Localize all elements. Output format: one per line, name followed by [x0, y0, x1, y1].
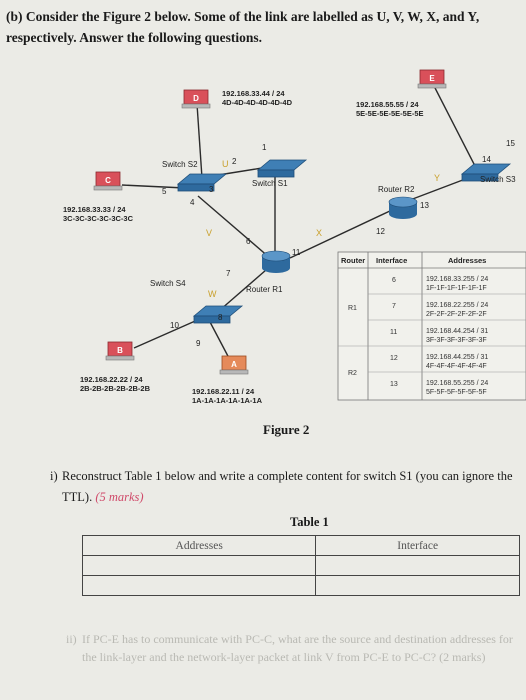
table-addr-7: 192.168.22.255 / 24 [426, 302, 489, 309]
table-1-header-interface: Interface [316, 536, 520, 556]
table-header-interface: Interface [376, 256, 408, 265]
table-1-header-addresses: Addresses [83, 536, 316, 556]
port-4: 4 [190, 198, 195, 207]
switch-s4-label: Switch S4 [150, 279, 186, 288]
pc-c-icon [94, 172, 122, 190]
pc-c-ip: 192.168.33.33 / 24 [63, 205, 126, 214]
port-8: 8 [218, 313, 223, 322]
router-r2-label: Router R2 [378, 185, 415, 194]
table-iface-12: 12 [390, 355, 398, 362]
table-mac-11: 3F-3F-3F-3F-3F-3F [426, 337, 487, 344]
table-iface-6: 6 [392, 277, 396, 284]
table-1-row [83, 556, 520, 576]
pc-a-ip: 192.168.22.11 / 24 [192, 387, 255, 396]
pc-b-ip: 192.168.22.22 / 24 [80, 375, 143, 384]
link-label-y: Y [434, 173, 441, 183]
pc-a-label: A [231, 360, 237, 369]
port-14: 14 [482, 155, 491, 164]
pc-a-mac: 1A-1A-1A-1A-1A-1A [192, 396, 263, 405]
table-mac-13: 5F-5F-5F-5F-5F-5F [426, 389, 487, 396]
question-ii-number: ii) [66, 632, 77, 646]
pc-a-icon [220, 356, 248, 374]
link-v-s2-r1 [198, 196, 270, 258]
router-r1 [262, 251, 290, 273]
pc-d-label: D [193, 94, 199, 103]
pc-e-mac: 5E-5E-5E-5E-5E-5E [356, 109, 424, 118]
switch-s1-label: Switch S1 [252, 179, 288, 188]
pc-d-ip: 192.168.33.44 / 24 [222, 89, 285, 98]
question-i-marks: (5 marks) [95, 490, 144, 504]
port-5: 5 [162, 187, 167, 196]
table-mac-7: 2F-2F-2F-2F-2F-2F [426, 311, 487, 318]
switch-s1 [258, 160, 306, 177]
table-addr-12: 192.168.44.255 / 31 [426, 354, 489, 361]
link-d-s2 [197, 104, 202, 178]
table-1-header-row [83, 536, 520, 556]
question-ii-marks: (2 marks) [439, 650, 486, 664]
figure-caption: Figure 2 [263, 422, 310, 437]
port-3: 3 [209, 185, 214, 194]
link-s4-a [210, 322, 230, 360]
question-ii [66, 630, 522, 666]
port-10: 10 [170, 321, 179, 330]
port-6: 6 [246, 237, 251, 246]
table-1-caption: Table 1 [290, 515, 329, 529]
port-11: 11 [292, 248, 301, 257]
port-7: 7 [226, 269, 231, 278]
table-addr-6: 192.168.33.255 / 24 [426, 276, 489, 283]
table-addr-11: 192.168.44.254 / 31 [426, 328, 489, 335]
link-label-v: V [206, 228, 213, 238]
table-1-row [83, 576, 520, 596]
table-iface-11: 11 [390, 329, 398, 336]
question-heading: (b) Consider the Figure 2 below. Some of the link are labelled as U, V, W, X, and Y, respectively. Answer the following questions. [6, 9, 480, 45]
port-15: 15 [506, 139, 515, 148]
table-addr-13: 192.168.55.255 / 24 [426, 380, 489, 387]
pc-d-mac: 4D-4D-4D-4D-4D-4D [222, 98, 293, 107]
pc-c-mac: 3C-3C-3C-3C-3C-3C [63, 214, 134, 223]
pc-b-mac: 2B-2B-2B-2B-2B-2B [80, 384, 151, 393]
link-c-s2 [122, 185, 185, 188]
pc-e-ip: 192.168.55.55 / 24 [356, 100, 419, 109]
pc-b-icon [106, 342, 134, 360]
port-1: 1 [262, 143, 267, 152]
table-router-r2: R2 [348, 370, 357, 377]
question-i-text: Reconstruct Table 1 below and write a complete content for switch S1 (you can ignore the TTL). [62, 469, 513, 504]
table-iface-7: 7 [392, 303, 396, 310]
pc-b-label: B [117, 346, 123, 355]
pc-e-label: E [429, 74, 435, 83]
table-router-r1: R1 [348, 305, 357, 312]
link-label-u: U [222, 159, 229, 169]
router-r1-label: Router R1 [246, 285, 283, 294]
port-9: 9 [196, 339, 201, 348]
router-address-table [338, 252, 526, 400]
question-ii-text: If PC-E has to communicate with PC-C, what are the source and destination addresses for the link-layer and the network-layer packet at link V from PC-E to PC-C? [82, 632, 513, 664]
link-s4-b [134, 318, 202, 348]
table-header-addresses: Addresses [448, 256, 487, 265]
table-header-router: Router [341, 256, 366, 265]
link-label-x: X [316, 228, 323, 238]
table-1 [82, 535, 520, 596]
pc-e-icon [418, 70, 446, 88]
switch-s2 [178, 174, 226, 191]
table-mac-6: 1F-1F-1F-1F-1F-1F [426, 285, 487, 292]
question-i [50, 466, 520, 508]
switch-s3-label: Switch S3 [480, 175, 516, 184]
link-e-s3 [433, 84, 475, 166]
router-r2 [389, 197, 417, 219]
port-13: 13 [420, 201, 429, 210]
pc-c-label: C [105, 176, 111, 185]
pc-d-icon [182, 90, 210, 108]
table-mac-12: 4F-4F-4F-4F-4F-4F [426, 363, 487, 370]
port-12: 12 [376, 227, 385, 236]
switch-s2-label: Switch S2 [162, 160, 198, 169]
port-2: 2 [232, 157, 237, 166]
question-i-number: i) [50, 469, 58, 483]
table-iface-13: 13 [390, 381, 398, 388]
link-label-w: W [208, 289, 217, 299]
